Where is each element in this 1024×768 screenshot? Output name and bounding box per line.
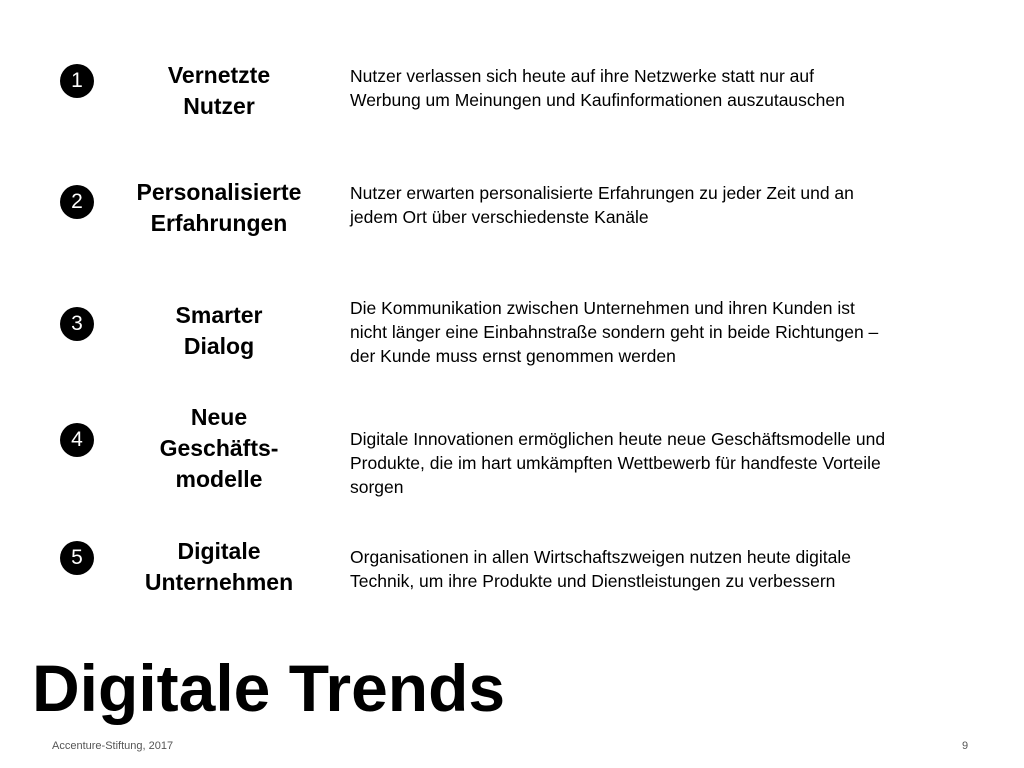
number-badge-icon: 3 xyxy=(60,307,94,341)
trend-description-line: Digitale Innovationen ermöglichen heute neue Geschäftsmodelle und xyxy=(350,429,886,449)
number-badge-icon: 4 xyxy=(60,423,94,457)
trend-title xyxy=(112,177,326,239)
trend-title-line: Vernetzte xyxy=(167,62,271,88)
trend-description-line: Nutzer erwarten personalisierte Erfahrungen zu jeder Zeit und an xyxy=(350,183,854,203)
number-badge-icon: 1 xyxy=(60,64,94,98)
trend-title-line: Personalisierte xyxy=(136,179,302,205)
trend-description-line: jedem Ort über verschiedenste Kanäle xyxy=(350,207,649,227)
trend-description-line: Die Kommunikation zwischen Unternehmen und ihren Kunden ist xyxy=(350,298,855,318)
trend-description xyxy=(350,296,990,368)
number-badge-icon: 2 xyxy=(60,185,94,219)
trend-description-line: sorgen xyxy=(350,477,404,497)
trend-title-line: modelle xyxy=(175,466,263,492)
trend-description-line: Werbung um Meinungen und Kaufinformationen auszutauschen xyxy=(350,90,845,110)
trend-title xyxy=(112,536,326,598)
trend-description-line: Technik, um ihre Produkte und Dienstleistungen zu verbessern xyxy=(350,571,836,591)
number-badge-icon: 5 xyxy=(60,541,94,575)
trend-title xyxy=(112,300,326,362)
trend-title-line: Unternehmen xyxy=(144,569,294,595)
trend-title-line: Digitale xyxy=(177,538,261,564)
trend-description-line: Organisationen in allen Wirtschaftszweigen nutzen heute digitale xyxy=(350,547,851,567)
trend-description xyxy=(350,181,990,229)
trend-title xyxy=(112,402,326,495)
footer-source: Accenture-Stiftung, 2017 xyxy=(52,740,174,752)
trend-description-line: Produkte, die im hart umkämpften Wettbewerb für handfeste Vorteile xyxy=(350,453,881,473)
trend-description-line: nicht länger eine Einbahnstraße sondern geht in beide Richtungen – xyxy=(350,322,879,342)
trend-title-line: Erfahrungen xyxy=(150,210,288,236)
trend-description-line: Nutzer verlassen sich heute auf ihre Netzwerke statt nur auf xyxy=(350,66,814,86)
trend-description-line: der Kunde muss ernst genommen werden xyxy=(350,346,676,366)
trend-title-line: Neue xyxy=(190,404,248,430)
trend-title-line: Smarter xyxy=(175,302,263,328)
trend-title-line: Geschäfts- xyxy=(159,435,279,461)
trend-title xyxy=(112,60,326,122)
trend-description xyxy=(350,64,990,112)
trend-title-line: Dialog xyxy=(183,333,255,359)
trend-description xyxy=(350,427,990,499)
trend-description xyxy=(350,545,990,593)
trend-title-line: Nutzer xyxy=(183,93,255,119)
page-number: 9 xyxy=(962,740,969,752)
slide-title: Digitale Trends xyxy=(32,651,506,725)
